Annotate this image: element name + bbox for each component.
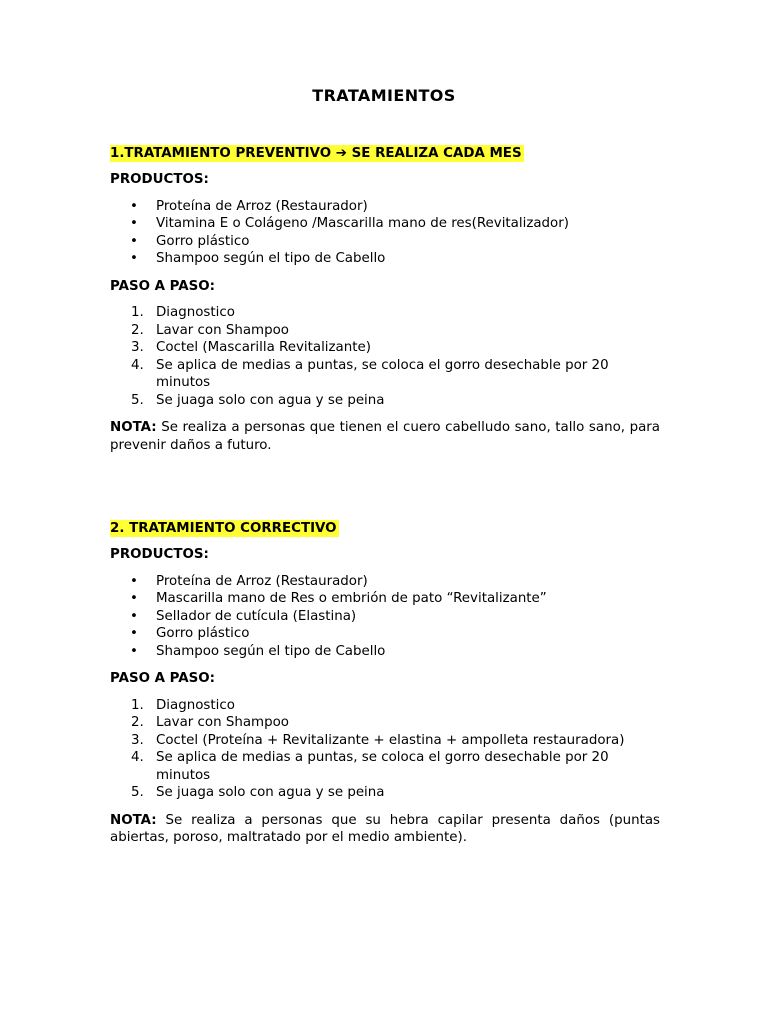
list-item bbox=[110, 304, 660, 322]
step-text: Lavar con Shampoo bbox=[156, 322, 289, 338]
step-number: 2. bbox=[131, 715, 144, 730]
step-text: Se aplica de medias a puntas, se coloca el gorro desechable por 20 minutos bbox=[156, 357, 609, 390]
list-item: • Sellador de cutícula (Elastina) bbox=[110, 608, 660, 626]
list-item bbox=[110, 732, 660, 750]
step-number: 4. bbox=[131, 750, 144, 765]
section-heading bbox=[110, 520, 660, 537]
step-text: Diagnostico bbox=[156, 305, 235, 320]
list-item bbox=[110, 339, 660, 357]
list-item: • Proteína de Arroz (Restaurador) bbox=[110, 573, 660, 591]
list-item bbox=[110, 697, 660, 715]
list-item: • Mascarilla mano de Res o embrión de pato “Revitalizante” bbox=[110, 590, 660, 608]
list-item: • Shampoo según el tipo de Cabello bbox=[110, 250, 660, 268]
step-text: Coctel (Mascarilla Revitalizante) bbox=[156, 340, 371, 355]
note-label: NOTA: bbox=[110, 812, 157, 828]
step-number: 1. bbox=[131, 697, 144, 713]
products-list bbox=[110, 573, 660, 661]
highlighted-heading: 1.TRATAMIENTO PREVENTIVO ➔ SE REALIZA CADA MES bbox=[110, 146, 522, 161]
section-preventive bbox=[110, 145, 660, 454]
step-text: Coctel (Proteína + Revitalizante + elastina + ampolleta restauradora) bbox=[156, 732, 625, 748]
section-heading bbox=[110, 145, 660, 162]
note-paragraph bbox=[110, 812, 660, 847]
step-number: 5. bbox=[131, 392, 144, 408]
step-text: Se juaga solo con agua y se peina bbox=[156, 392, 385, 408]
steps-label: PASO A PASO: bbox=[110, 671, 215, 686]
step-text: Lavar con Shampoo bbox=[156, 715, 289, 730]
steps-list bbox=[110, 304, 660, 409]
step-text: Se juaga solo con agua y se peina bbox=[156, 785, 385, 800]
step-number: 4. bbox=[131, 357, 144, 373]
list-item bbox=[110, 392, 660, 410]
step-number: 1. bbox=[131, 305, 144, 320]
note-text: Se realiza a personas que tienen el cuero cabelludo sano, tallo sano, para prevenir daños a futuro. bbox=[110, 420, 660, 453]
step-number: 2. bbox=[131, 322, 144, 338]
section-corrective bbox=[110, 520, 660, 847]
step-number: 5. bbox=[131, 785, 144, 800]
products-label: PRODUCTOS: bbox=[110, 172, 209, 187]
page-title: TRATAMIENTOS bbox=[312, 86, 456, 105]
step-number: 3. bbox=[131, 732, 144, 748]
products-list bbox=[110, 198, 660, 268]
list-item: • Gorro plástico bbox=[110, 233, 660, 251]
list-item bbox=[110, 322, 660, 340]
list-item: • Shampoo según el tipo de Cabello bbox=[110, 643, 660, 661]
step-text: Diagnostico bbox=[156, 697, 235, 713]
list-item bbox=[110, 749, 660, 784]
note-label: NOTA: bbox=[110, 420, 157, 435]
list-item bbox=[110, 784, 660, 802]
steps-list bbox=[110, 697, 660, 802]
list-item: • Vitamina E o Colágeno /Mascarilla mano de res(Revitalizador) bbox=[110, 215, 660, 233]
steps-label: PASO A PASO: bbox=[110, 278, 215, 294]
step-text: Se aplica de medias a puntas, se coloca el gorro desechable por 20 minutos bbox=[156, 750, 609, 783]
products-label: PRODUCTOS: bbox=[110, 547, 209, 562]
list-item: • Gorro plástico bbox=[110, 625, 660, 643]
list-item bbox=[110, 714, 660, 732]
note-paragraph bbox=[110, 419, 660, 454]
note-text: Se realiza a personas que su hebra capilar presenta daños (puntas abiertas, poroso, maltratado por el medio ambiente). bbox=[110, 812, 660, 845]
step-number: 3. bbox=[131, 340, 144, 355]
list-item: • Proteína de Arroz (Restaurador) bbox=[110, 198, 660, 216]
highlighted-heading: 2. TRATAMIENTO CORRECTIVO bbox=[110, 521, 337, 536]
list-item bbox=[110, 357, 660, 392]
